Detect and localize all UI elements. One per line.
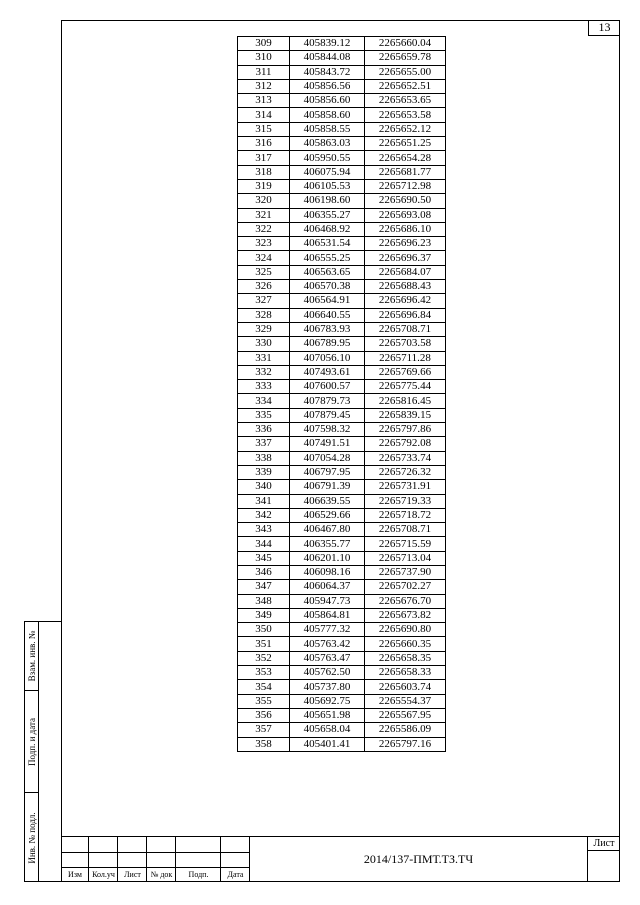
x-coordinate-cell: 406198.60: [290, 194, 365, 208]
x-coordinate-cell: 407493.61: [290, 365, 365, 379]
y-coordinate-cell: 2265653.65: [365, 94, 446, 108]
y-coordinate-cell: 2265731.91: [365, 480, 446, 494]
table-row: [238, 294, 446, 308]
point-number-cell: 332: [238, 365, 290, 379]
x-coordinate-cell: 406570.38: [290, 280, 365, 294]
y-coordinate-cell: 2265690.80: [365, 623, 446, 637]
y-coordinate-cell: 2265681.77: [365, 165, 446, 179]
table-row: [238, 251, 446, 265]
x-coordinate-cell: 405658.04: [290, 723, 365, 737]
x-coordinate-cell: 405763.42: [290, 637, 365, 651]
col-label-kolvo: Кол.уч: [92, 870, 115, 879]
point-number-cell: 309: [238, 37, 290, 51]
point-number-cell: 327: [238, 294, 290, 308]
point-number-cell: 320: [238, 194, 290, 208]
y-coordinate-cell: 2265713.04: [365, 551, 446, 565]
table-row: [238, 708, 446, 722]
x-coordinate-cell: 405777.32: [290, 623, 365, 637]
point-number-cell: 338: [238, 451, 290, 465]
table-row: [238, 623, 446, 637]
vzam-inv-cell: [25, 622, 39, 691]
point-number-cell: 312: [238, 79, 290, 93]
x-coordinate-cell: 406467.80: [290, 523, 365, 537]
point-number-cell: 358: [238, 737, 290, 751]
y-coordinate-cell: 2265686.10: [365, 222, 446, 236]
y-coordinate-cell: 2265658.35: [365, 651, 446, 665]
x-coordinate-cell: 407879.45: [290, 408, 365, 422]
x-coordinate-cell: 405839.12: [290, 37, 365, 51]
y-coordinate-cell: 2265792.08: [365, 437, 446, 451]
inv-podl-label: Инв. № подл.: [26, 811, 37, 864]
y-coordinate-cell: 2265702.27: [365, 580, 446, 594]
point-number-cell: 326: [238, 280, 290, 294]
point-number-cell: 334: [238, 394, 290, 408]
x-coordinate-cell: 406468.92: [290, 222, 365, 236]
table-row: [238, 408, 446, 422]
x-coordinate-cell: 407600.57: [290, 380, 365, 394]
point-number-cell: 310: [238, 51, 290, 65]
table-row: [238, 194, 446, 208]
table-row: [238, 79, 446, 93]
y-coordinate-cell: 2265696.37: [365, 251, 446, 265]
y-coordinate-cell: 2265719.33: [365, 494, 446, 508]
podp-data-label: Подп. и дата: [26, 717, 37, 766]
table-row: [238, 694, 446, 708]
table-row: [238, 151, 446, 165]
y-coordinate-cell: 2265718.72: [365, 508, 446, 522]
col-label-ndok: № док: [150, 870, 173, 879]
point-number-cell: 349: [238, 608, 290, 622]
table-row: [238, 551, 446, 565]
table-row: [238, 222, 446, 236]
table-row: [238, 666, 446, 680]
point-number-cell: 318: [238, 165, 290, 179]
point-number-cell: 351: [238, 637, 290, 651]
table-row: [238, 451, 446, 465]
table-row: [238, 465, 446, 479]
x-coordinate-cell: 405858.55: [290, 122, 365, 136]
x-coordinate-cell: 405692.75: [290, 694, 365, 708]
point-number-cell: 323: [238, 237, 290, 251]
y-coordinate-cell: 2265696.84: [365, 308, 446, 322]
table-row: [238, 680, 446, 694]
point-number-cell: 314: [238, 108, 290, 122]
x-coordinate-cell: 407056.10: [290, 351, 365, 365]
table-row: [238, 637, 446, 651]
x-coordinate-cell: 405856.56: [290, 79, 365, 93]
point-number-cell: 353: [238, 666, 290, 680]
table-row: [238, 108, 446, 122]
table-row: [238, 165, 446, 179]
point-number-cell: 324: [238, 251, 290, 265]
x-coordinate-cell: 406355.77: [290, 537, 365, 551]
x-coordinate-cell: 406797.95: [290, 465, 365, 479]
y-coordinate-cell: 2265726.32: [365, 465, 446, 479]
point-number-cell: 354: [238, 680, 290, 694]
x-coordinate-cell: 405950.55: [290, 151, 365, 165]
table-row: [238, 208, 446, 222]
col-label-podp: Подп.: [188, 870, 209, 879]
point-number-cell: 315: [238, 122, 290, 136]
point-number-cell: 343: [238, 523, 290, 537]
x-coordinate-cell: 406564.91: [290, 294, 365, 308]
point-number-cell: 355: [238, 694, 290, 708]
y-coordinate-cell: 2265703.58: [365, 337, 446, 351]
side-stamp-strip: [24, 621, 61, 882]
point-number-cell: 325: [238, 265, 290, 279]
y-coordinate-cell: 2265816.45: [365, 394, 446, 408]
x-coordinate-cell: 407491.51: [290, 437, 365, 451]
x-coordinate-cell: 405856.60: [290, 94, 365, 108]
point-number-cell: 336: [238, 423, 290, 437]
x-coordinate-cell: 406075.94: [290, 165, 365, 179]
x-coordinate-cell: 405737.80: [290, 680, 365, 694]
y-coordinate-cell: 2265839.15: [365, 408, 446, 422]
table-row: [238, 308, 446, 322]
table-row: [238, 322, 446, 336]
point-number-cell: 341: [238, 494, 290, 508]
y-coordinate-cell: 2265684.07: [365, 265, 446, 279]
point-number-cell: 313: [238, 94, 290, 108]
x-coordinate-cell: 405651.98: [290, 708, 365, 722]
table-row: [238, 523, 446, 537]
table-row: [238, 94, 446, 108]
x-coordinate-cell: 406791.39: [290, 480, 365, 494]
y-coordinate-cell: 2265651.25: [365, 137, 446, 151]
table-row: [238, 480, 446, 494]
y-coordinate-cell: 2265712.98: [365, 179, 446, 193]
x-coordinate-cell: 406783.93: [290, 322, 365, 336]
table-row: [238, 351, 446, 365]
y-coordinate-cell: 2265586.09: [365, 723, 446, 737]
side-strip-blank: [39, 622, 62, 881]
coordinates-table: [237, 36, 446, 752]
y-coordinate-cell: 2265715.59: [365, 537, 446, 551]
inv-podl-cell: [25, 793, 39, 882]
point-number-cell: 346: [238, 565, 290, 579]
table-row: [238, 380, 446, 394]
table-row: [238, 494, 446, 508]
x-coordinate-cell: 406105.53: [290, 179, 365, 193]
col-label-list: Лист: [124, 870, 141, 879]
podp-data-cell: [25, 691, 39, 793]
x-coordinate-cell: 406529.66: [290, 508, 365, 522]
col-label-izm: Изм: [68, 870, 82, 879]
y-coordinate-cell: 2265603.74: [365, 680, 446, 694]
table-row: [238, 594, 446, 608]
table-row: [238, 137, 446, 151]
y-coordinate-cell: 2265696.23: [365, 237, 446, 251]
point-number-cell: 330: [238, 337, 290, 351]
y-coordinate-cell: 2265708.71: [365, 523, 446, 537]
y-coordinate-cell: 2265655.00: [365, 65, 446, 79]
y-coordinate-cell: 2265769.66: [365, 365, 446, 379]
y-coordinate-cell: 2265690.50: [365, 194, 446, 208]
y-coordinate-cell: 2265696.42: [365, 294, 446, 308]
point-number-cell: 357: [238, 723, 290, 737]
point-number-cell: 350: [238, 623, 290, 637]
title-block: [61, 836, 620, 882]
x-coordinate-cell: 407598.32: [290, 423, 365, 437]
x-coordinate-cell: 407054.28: [290, 451, 365, 465]
x-coordinate-cell: 406789.95: [290, 337, 365, 351]
x-coordinate-cell: 406555.25: [290, 251, 365, 265]
x-coordinate-cell: 406639.55: [290, 494, 365, 508]
table-row: [238, 237, 446, 251]
point-number-cell: 342: [238, 508, 290, 522]
y-coordinate-cell: 2265659.78: [365, 51, 446, 65]
table-row: [238, 580, 446, 594]
point-number-cell: 348: [238, 594, 290, 608]
rev-row-1: [61, 837, 250, 853]
table-row: [238, 265, 446, 279]
table-row: [238, 723, 446, 737]
point-number-cell: 328: [238, 308, 290, 322]
table-row: [238, 565, 446, 579]
x-coordinate-cell: 407879.73: [290, 394, 365, 408]
coordinates-table-body: [238, 37, 446, 752]
point-number-cell: 352: [238, 651, 290, 665]
point-number-cell: 316: [238, 137, 290, 151]
table-row: [238, 280, 446, 294]
x-coordinate-cell: 405947.73: [290, 594, 365, 608]
point-number-cell: 335: [238, 408, 290, 422]
table-row: [238, 179, 446, 193]
point-number-cell: 317: [238, 151, 290, 165]
y-coordinate-cell: 2265660.35: [365, 637, 446, 651]
point-number-cell: 344: [238, 537, 290, 551]
revision-grid: [61, 837, 250, 882]
point-number-cell: 311: [238, 65, 290, 79]
x-coordinate-cell: 405844.08: [290, 51, 365, 65]
y-coordinate-cell: 2265676.70: [365, 594, 446, 608]
point-number-cell: 322: [238, 222, 290, 236]
vzam-inv-label: Взам. инв. №: [26, 630, 37, 682]
x-coordinate-cell: 405762.50: [290, 666, 365, 680]
x-coordinate-cell: 406563.65: [290, 265, 365, 279]
point-number-cell: 347: [238, 580, 290, 594]
x-coordinate-cell: 406201.10: [290, 551, 365, 565]
y-coordinate-cell: 2265652.51: [365, 79, 446, 93]
point-number-cell: 321: [238, 208, 290, 222]
table-row: [238, 365, 446, 379]
table-row: [238, 608, 446, 622]
point-number-cell: 345: [238, 551, 290, 565]
table-row: [238, 437, 446, 451]
y-coordinate-cell: 2265775.44: [365, 380, 446, 394]
point-number-cell: 356: [238, 708, 290, 722]
x-coordinate-cell: 405863.03: [290, 137, 365, 151]
y-coordinate-cell: 2265708.71: [365, 322, 446, 336]
point-number-cell: 319: [238, 179, 290, 193]
table-row: [238, 423, 446, 437]
x-coordinate-cell: 406640.55: [290, 308, 365, 322]
table-row: [238, 537, 446, 551]
table-row: [238, 37, 446, 51]
y-coordinate-cell: 2265567.95: [365, 708, 446, 722]
page-number: 13: [588, 20, 620, 36]
y-coordinate-cell: 2265658.33: [365, 666, 446, 680]
x-coordinate-cell: 406355.27: [290, 208, 365, 222]
table-row: [238, 394, 446, 408]
point-number-cell: 337: [238, 437, 290, 451]
rev-row-2: [61, 853, 250, 868]
table-row: [238, 508, 446, 522]
y-coordinate-cell: 2265652.12: [365, 122, 446, 136]
table-row: [238, 122, 446, 136]
x-coordinate-cell: 405843.72: [290, 65, 365, 79]
y-coordinate-cell: 2265711.28: [365, 351, 446, 365]
point-number-cell: 331: [238, 351, 290, 365]
y-coordinate-cell: 2265733.74: [365, 451, 446, 465]
y-coordinate-cell: 2265653.58: [365, 108, 446, 122]
x-coordinate-cell: 405864.81: [290, 608, 365, 622]
document-code: 2014/137-ПМТ.ТЗ.ТЧ: [250, 837, 588, 882]
col-label-data: Дата: [227, 870, 244, 879]
x-coordinate-cell: 406064.37: [290, 580, 365, 594]
x-coordinate-cell: 405763.47: [290, 651, 365, 665]
y-coordinate-cell: 2265654.28: [365, 151, 446, 165]
table-row: [238, 737, 446, 751]
point-number-cell: 340: [238, 480, 290, 494]
y-coordinate-cell: 2265693.08: [365, 208, 446, 222]
y-coordinate-cell: 2265797.16: [365, 737, 446, 751]
y-coordinate-cell: 2265737.90: [365, 565, 446, 579]
y-coordinate-cell: 2265660.04: [365, 37, 446, 51]
table-row: [238, 65, 446, 79]
point-number-cell: 333: [238, 380, 290, 394]
y-coordinate-cell: 2265688.43: [365, 280, 446, 294]
x-coordinate-cell: 405401.41: [290, 737, 365, 751]
point-number-cell: 329: [238, 322, 290, 336]
x-coordinate-cell: 406098.16: [290, 565, 365, 579]
sheet-label: Лист: [588, 837, 620, 851]
point-number-cell: 339: [238, 465, 290, 479]
table-row: [238, 51, 446, 65]
y-coordinate-cell: 2265797.86: [365, 423, 446, 437]
table-row: [238, 337, 446, 351]
x-coordinate-cell: 406531.54: [290, 237, 365, 251]
y-coordinate-cell: 2265554.37: [365, 694, 446, 708]
x-coordinate-cell: 405858.60: [290, 108, 365, 122]
table-row: [238, 651, 446, 665]
y-coordinate-cell: 2265673.82: [365, 608, 446, 622]
